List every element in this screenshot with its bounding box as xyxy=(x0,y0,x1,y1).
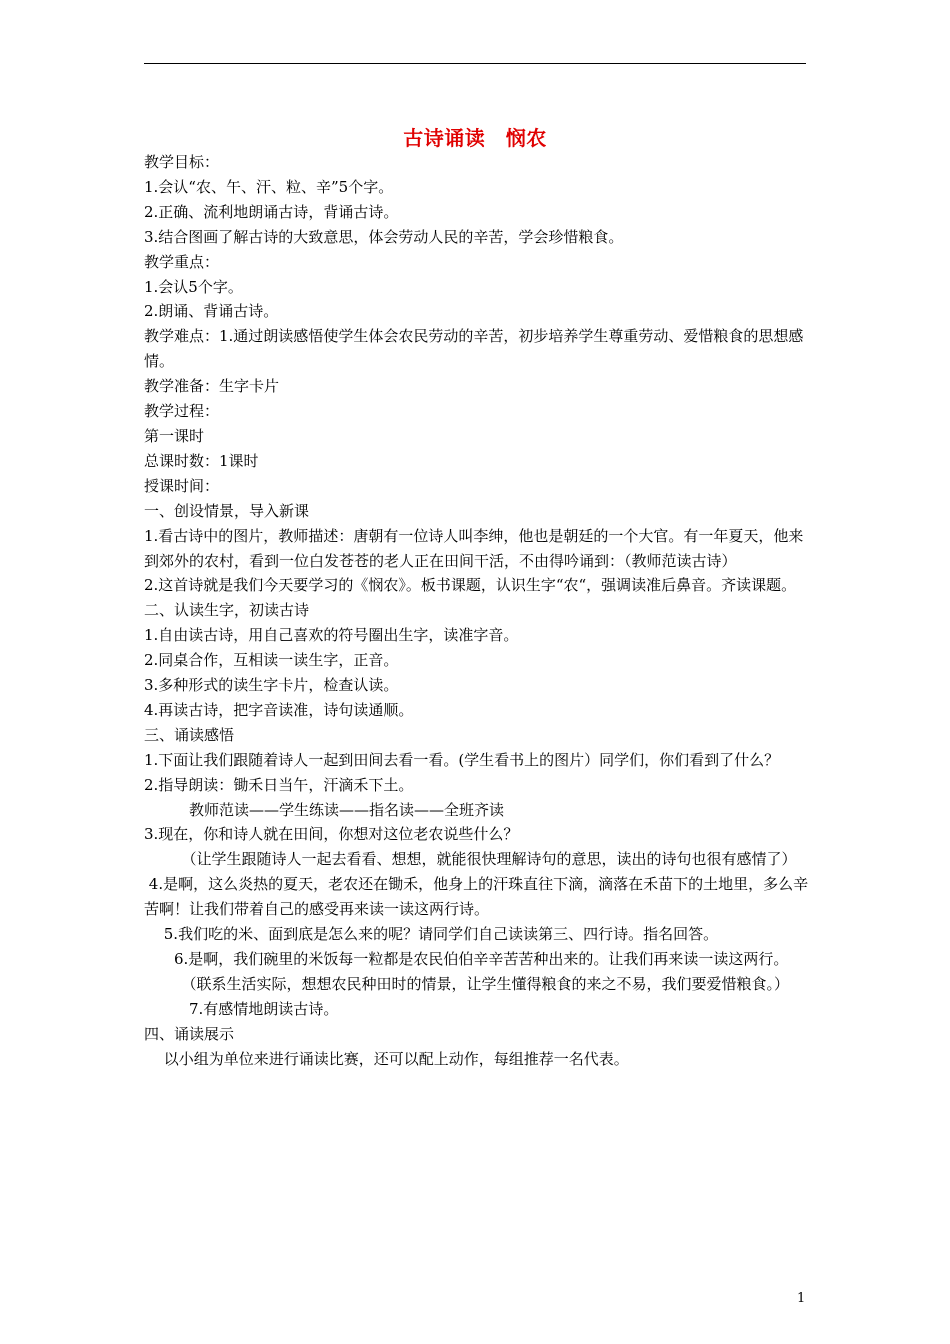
header-rule xyxy=(144,63,806,64)
text-line: 教学过程： xyxy=(144,402,220,421)
page-title: 古诗诵读 悯农 xyxy=(403,126,547,150)
text-line: 一、创设情景，导入新课 xyxy=(144,501,310,520)
text-line: 3.多种形式的读生字卡片，检查认读。 xyxy=(144,676,399,695)
text-line: 教学难点：1.通过朗读感悟使学生体会农民劳动的辛苦，初步培养学生尊重劳动、爱惜粮食的思想感情。 xyxy=(144,327,804,371)
text-line: 2.朗诵、背诵古诗。 xyxy=(144,302,279,321)
text-line: 2.正确、流利地朗诵古诗，背诵古诗。 xyxy=(144,202,399,221)
text-line: 三、诵读感悟 xyxy=(144,725,235,744)
text-line: 4.再读古诗，把字音读准，诗句读通顺。 xyxy=(144,700,414,719)
text-line: （联系生活实际，想想农民种田时的情景，让学生懂得粮食的来之不易，我们要爱惜粮食。） xyxy=(144,974,790,993)
text-line: 1.看古诗中的图片，教师描述：唐朝有一位诗人叫李绅，他也是朝廷的一个大官。有一年夏天，他来到郊外的农村，看到一位白发苍苍的老人正在田间干活，不由得吟诵到：（教师范读古诗） xyxy=(144,526,804,570)
text-line: 总课时数：1课时 xyxy=(144,451,259,470)
text-line: 2.指导朗读：锄禾日当午，汗滴禾下土。 xyxy=(144,775,414,794)
text-line: 授课时间： xyxy=(144,476,220,495)
text-line: 3.结合图画了解古诗的大致意思，体会劳动人民的辛苦，学会珍惜粮食。 xyxy=(144,227,624,246)
text-line: 6.是啊，我们碗里的米饭每一粒都是农民伯伯辛辛苦苦种出来的。让我们再来读一读这两行。 xyxy=(144,950,789,968)
text-line: 教学重点： xyxy=(144,252,220,271)
text-line: （让学生跟随诗人一起去看看、想想，就能很快理解诗句的意思，读出的诗句也很有感情了） xyxy=(144,850,797,869)
text-line: 5.我们吃的米、面到底是怎么来的呢？请同学们自己读读第三、四行诗。指名回答。 xyxy=(144,925,719,944)
text-line: 1.下面让我们跟随着诗人一起到田间去看一看。(学生看书上的图片）同学们，你们看到了什么？ xyxy=(144,750,780,769)
text-line: 教学准备：生字卡片 xyxy=(144,377,280,396)
text-line: 1.自由读古诗，用自己喜欢的符号圈出生字，读准字音。 xyxy=(144,626,519,645)
text-line: 3.现在，你和诗人就在田间，你想对这位老农说些什么？ xyxy=(144,825,519,844)
text-line: 1.会认“农、午、汗、粒、辛”5个字。 xyxy=(144,177,394,196)
text-line: 2.同桌合作，互相读一读生字，正音。 xyxy=(144,651,399,670)
text-line: 第一课时 xyxy=(144,426,205,445)
text-line: 2.这首诗就是我们今天要学习的《悯农》。板书课题，认识生字“农“，强调读准后鼻音。齐读课题。 xyxy=(144,576,797,595)
text-line: 教师范读——学生练读——指名读——全班齐读 xyxy=(144,800,505,819)
text-line: 7.有感情地朗读古诗。 xyxy=(144,999,339,1018)
text-line: 1.会认5个字。 xyxy=(144,277,243,296)
text-line: 教学目标： xyxy=(144,153,220,171)
text-line: 二、认读生字，初读古诗 xyxy=(144,601,310,620)
document-body xyxy=(144,150,810,1072)
text-line: 四、诵读展示 xyxy=(144,1024,235,1043)
text-line: 以小组为单位来进行诵读比赛，还可以配上动作，每组推荐一名代表。 xyxy=(144,1049,629,1068)
page-number: 1 xyxy=(797,1291,806,1306)
text-line: 4.是啊，这么炎热的夏天，老农还在锄禾，他身上的汗珠直往下滴，滴落在禾苗下的土地里，多么辛苦啊！让我们带着自己的感受再来读一读这两行诗。 xyxy=(144,875,809,919)
